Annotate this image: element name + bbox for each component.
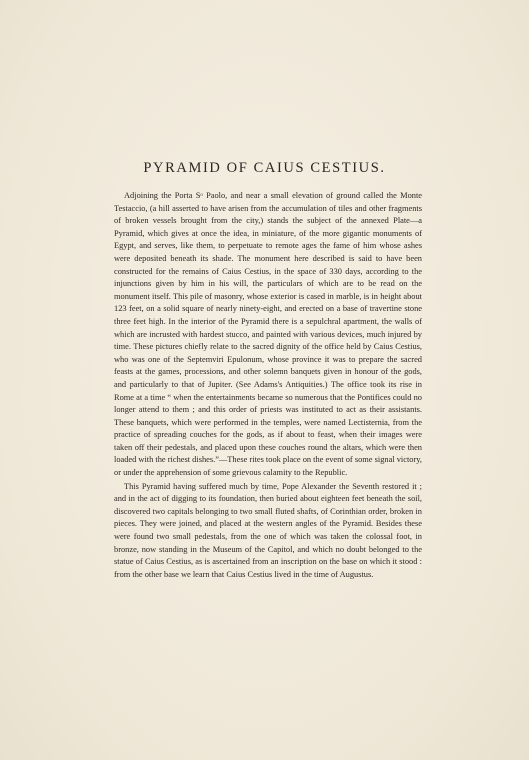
paragraph: Adjoining the Porta Sᵒ Paolo, and near a small elevation of ground called the Monte Testaccio, (a hill asserted to have arisen from the accumulation of tiles and other fragments of broken vessels brought from the city,) stands the subject of the annexed Plate—a Pyramid, which gives at once the idea, in miniature, of the more gigantic monuments of Egypt, and serves, like them, to perpetuate to remote ages the fame of him whose ashes were deposited beneath its shade. The monument here described is said to have been constructed for the remains of Caius Cestius, in the space of 330 days, according to the injunctions given by him in his will, the particulars of which are to be read on the monument itself. This pile of masonry, whose exterior is cased in marble, is in height about 123 feet, on a solid square of nearly ninety-eight, and erected on a base of travertine stone three feet high. In the interior of the Pyramid there is a sepulchral apartment, the walls of which are incrusted with hardest stucco, and painted with various devices, much injured by time. These pictures chiefly relate to the sacred dignity of the office held by Caius Cestius, who was one of the Septemviri Epulonum, whose province it was to prepare the sacred feasts at the games, processions, and other solemn banquets given in honour of the gods, and particularly to that of Jupiter. (See Adams's Antiquities.) The office took its rise in Rome at a time “ when the entertainments became so numerous that the Pontifices could no longer attend to them ; and this order of priests was instituted to act as their assistants. These banquets, which were performed in the temples, were named Lectisternia, from the practice of spreading couches for the gods, as if about to feast, when their images were taken off their pedestals, and placed upon these couches round the altars, which were then loaded with the richest dishes.”—These rites took place on the event of some signal victory, or under the apprehension of some grievous calamity to the Republic. (114, 191, 422, 478)
body-text (114, 190, 422, 581)
page-title: PYRAMID OF CAIUS CESTIUS. (143, 160, 386, 176)
paragraph: This Pyramid having suffered much by time, Pope Alexander the Seventh restored it ; and in the act of digging to its foundation, then buried about eighteen feet beneath the soil, discovered two capitals belonging to two small fluted shafts, of Corinthian order, broken in pieces. They were joined, and placed at the western angles of the Pyramid. Besides these were found two small pedestals, from the one of which was taken the colossal foot, in bronze, now standing in the Museum of the Capitol, and which no doubt belonged to the statue of Caius Cestius, as is ascertained from an inscription on the base on which it stood : from the other base we learn that Caius Cestius lived in the time of Augustus. (114, 481, 422, 579)
